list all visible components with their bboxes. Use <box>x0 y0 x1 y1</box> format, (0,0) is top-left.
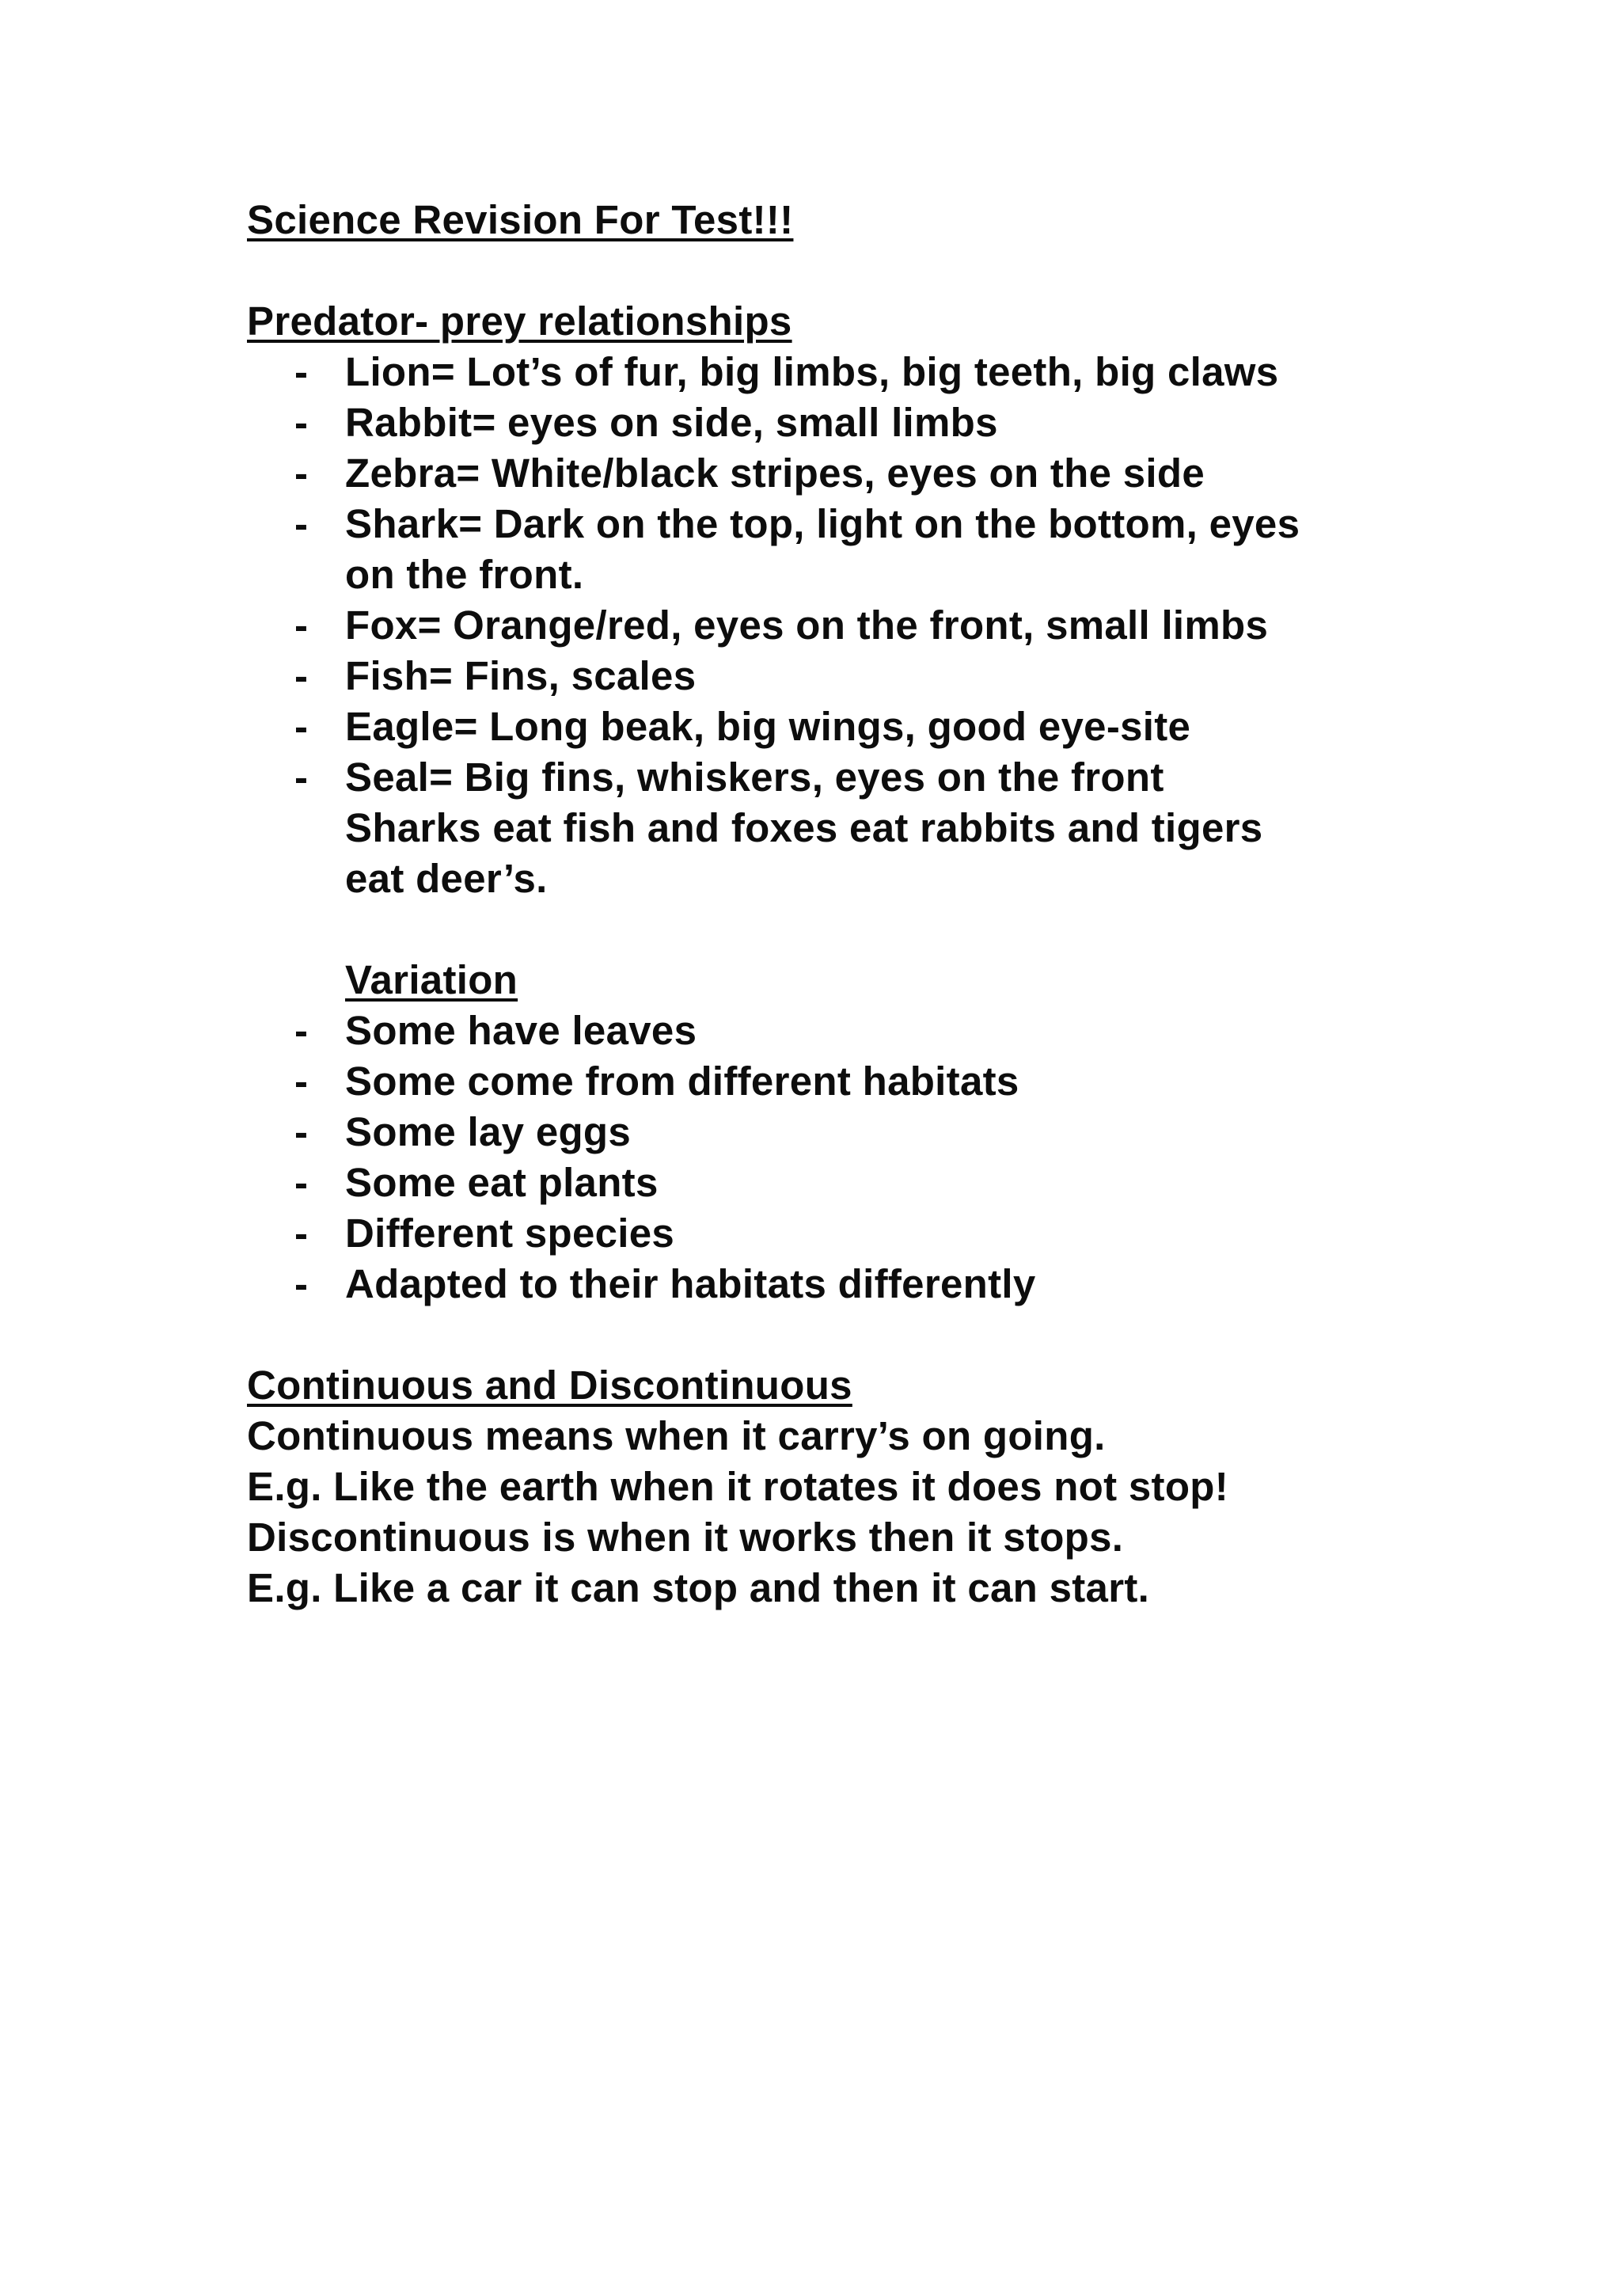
list-item-text: Zebra= White/black stripes, eyes on the side <box>345 450 1205 496</box>
list-item-text: Eagle= Long beak, big wings, good eye-site <box>345 704 1191 749</box>
list-item <box>247 448 1434 499</box>
list-item-text: Shark= Dark on the top, light on the bottom, eyes <box>345 501 1300 546</box>
list-item <box>247 651 1434 701</box>
spacer <box>247 245 1434 296</box>
list-item-text: Seal= Big fins, whiskers, eyes on the front <box>345 755 1164 800</box>
list-item <box>247 1208 1434 1259</box>
paragraph-line: E.g. Like a car it can stop and then it can start. <box>247 1565 1150 1610</box>
list-item <box>247 1158 1434 1208</box>
list-item-text: Lion= Lot’s of fur, big limbs, big teeth, big claws <box>345 349 1279 394</box>
list-item-text: Rabbit= eyes on side, small limbs <box>345 400 998 445</box>
list-item-text: Some lay eggs <box>345 1109 632 1154</box>
list-item-text-continued: eat deer’s. <box>345 856 548 901</box>
list-item <box>247 1259 1434 1310</box>
paragraph-line: Continuous means when it carry’s on going. <box>247 1413 1106 1458</box>
list-dash: - <box>294 450 309 496</box>
variation-heading: Variation <box>345 957 518 1002</box>
list-item <box>247 1107 1434 1158</box>
list-dash: - <box>294 755 309 800</box>
list-item-text: Different species <box>345 1211 675 1256</box>
predator-prey-heading: Predator- prey relationships <box>247 298 792 344</box>
list-dash: - <box>294 603 309 648</box>
continuous-heading: Continuous and Discontinuous <box>247 1363 852 1408</box>
list-item <box>247 701 1434 752</box>
spacer <box>247 904 1434 955</box>
list-dash: - <box>294 501 309 546</box>
document-body <box>247 195 1434 1614</box>
list-item <box>247 499 1434 600</box>
list-dash: - <box>294 1261 309 1306</box>
list-dash: - <box>294 349 309 394</box>
continuous-paragraph <box>247 1411 1434 1614</box>
list-dash: - <box>294 1109 309 1154</box>
list-dash: - <box>294 1008 309 1053</box>
list-dash: - <box>294 1211 309 1256</box>
paragraph-line: Discontinuous is when it works then it stops. <box>247 1515 1124 1560</box>
list-dash: - <box>294 653 309 698</box>
list-item-text: Adapted to their habitats differently <box>345 1261 1036 1306</box>
list-dash: - <box>294 1059 309 1104</box>
spacer <box>247 1310 1434 1360</box>
list-item <box>247 1056 1434 1107</box>
list-item-text-continued: Sharks eat fish and foxes eat rabbits and tigers <box>345 805 1263 850</box>
list-item-text: Fish= Fins, scales <box>345 653 697 698</box>
list-item <box>247 347 1434 397</box>
list-dash: - <box>294 400 309 445</box>
predator-prey-list <box>247 347 1434 904</box>
list-item-text: Some have leaves <box>345 1008 697 1053</box>
list-dash: - <box>294 1160 309 1205</box>
list-item <box>247 1005 1434 1056</box>
variation-list <box>247 1005 1434 1310</box>
list-dash: - <box>294 704 309 749</box>
list-item-text: Fox= Orange/red, eyes on the front, small limbs <box>345 603 1269 648</box>
list-item <box>247 752 1434 904</box>
list-item-text: Some eat plants <box>345 1160 659 1205</box>
document-title: Science Revision For Test!!! <box>247 197 794 242</box>
paragraph-line: E.g. Like the earth when it rotates it does not stop! <box>247 1464 1229 1509</box>
list-item-text: Some come from different habitats <box>345 1059 1019 1104</box>
list-item <box>247 397 1434 448</box>
list-item <box>247 600 1434 651</box>
list-item-text-continued: on the front. <box>345 552 584 597</box>
